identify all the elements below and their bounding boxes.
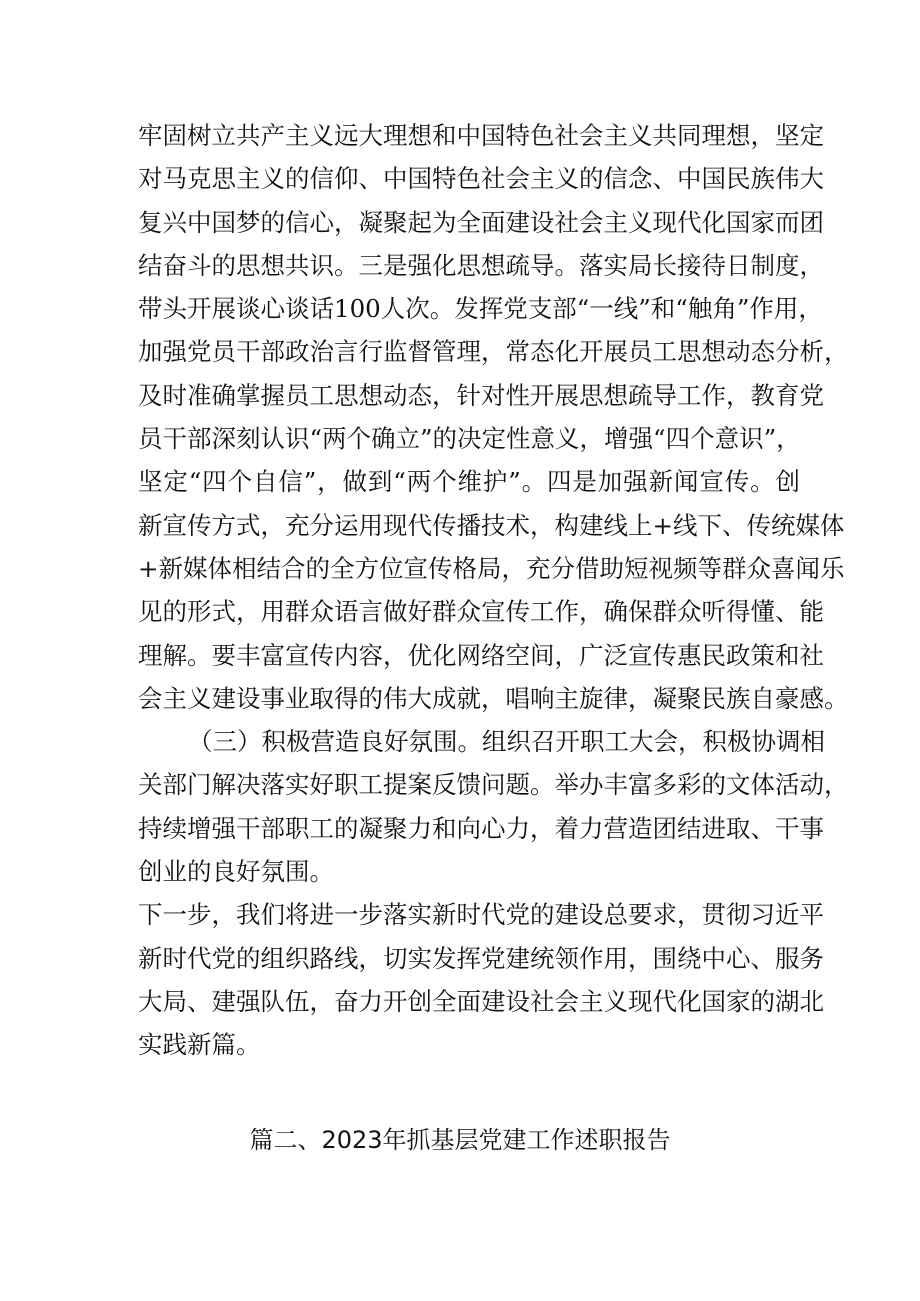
text-line: 牢固树立共产主义远大理想和中国特色社会主义共同理想，坚定 xyxy=(138,121,824,150)
body-text xyxy=(138,114,849,1067)
text-line: +新媒体相结合的全方位宣传格局，充分借助短视频等群众喜闻乐 xyxy=(138,553,845,583)
text-line: 见的形式，用群众语言做好群众宣传工作，确保群众听得懂、能 xyxy=(138,597,824,627)
text-line: 大局、建强队伍，奋力开创全面建设社会主义现代化国家的湖北 xyxy=(138,986,824,1016)
text-line: 及时准确掌握员工思想动态，针对性开展思想疏导工作，教育党 xyxy=(138,380,824,410)
text-line: 理解。要丰富宣传内容，优化网络空间，广泛宣传惠民政策和社 xyxy=(138,640,824,670)
text-line: 坚定“四个自信”，做到“两个维护”。四是加强新闻宣传。创 xyxy=(138,467,800,497)
text-line: 创业的良好氛围。 xyxy=(138,857,334,887)
text-line: 新宣传方式，充分运用现代传播技术，构建线上+线下、传统媒体 xyxy=(138,510,845,540)
text-line: 会主义建设事业取得的伟大成就，唱响主旋律，凝聚民族自豪感。 xyxy=(138,683,849,713)
text-line: 对马克思主义的信仰、中国特色社会主义的信念、中国民族伟大 xyxy=(138,164,824,194)
text-line: 结奋斗的思想共识。三是强化思想疏导。落实局长接待日制度， xyxy=(138,250,824,280)
text-line: 复兴中国梦的信心，凝聚起为全面建设社会主义现代化国家而团 xyxy=(138,207,824,237)
text-line: 新时代党的组织路线，切实发挥党建统领作用，围绕中心、服务 xyxy=(138,943,824,973)
document-heading: 篇二、2023年抓基层党建工作述职报告 xyxy=(249,1126,671,1154)
text-line: 下一步，我们将进一步落实新时代党的建设总要求，贯彻习近平 xyxy=(138,900,824,930)
section-heading-line: （三）积极营造良好氛围。组织召开职工大会，积极协调相 xyxy=(188,727,825,757)
text-line: 带头开展谈心谈话100人次。发挥党支部“一线”和“触角”作用， xyxy=(138,294,823,324)
text-line: 加强党员干部政治言行监督管理，常态化开展员工思想动态分析， xyxy=(138,337,849,367)
text-line: 关部门解决落实好职工提案反馈问题。举办丰富多彩的文体活动， xyxy=(138,770,849,800)
text-line: 实践新篇。 xyxy=(138,1030,261,1060)
text-line: 持续增强干部职工的凝聚力和向心力，着力营造团结进取、干事 xyxy=(138,813,824,843)
text-line: 员干部深刻认识“两个确立”的决定性意义，增强“四个意识”， xyxy=(138,424,801,454)
